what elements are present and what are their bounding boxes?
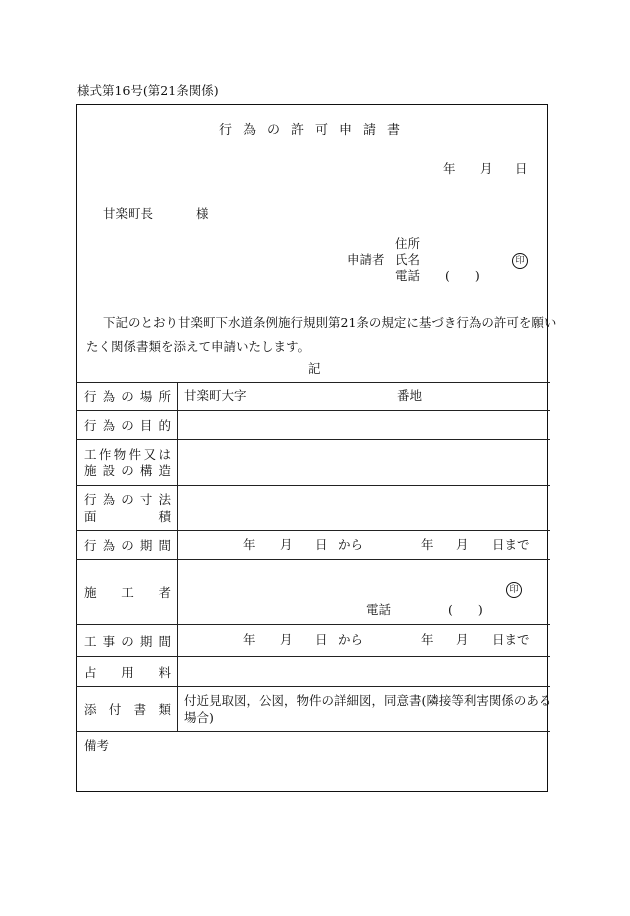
applicant-phone-label: 電話 — [395, 268, 421, 283]
period-from-word: から — [338, 537, 364, 552]
body-text-line2: たく関係書類を添えて申請いたします。 — [86, 339, 311, 354]
row-label-construction-period: 工 事 の 期 間 — [84, 634, 171, 649]
period-to-month[interactable]: 月 — [456, 537, 469, 552]
fee-value[interactable] — [184, 664, 544, 680]
row-label-period: 行 為 の 期 間 — [84, 538, 171, 553]
construction-to-day[interactable]: 日まで — [492, 632, 530, 647]
attachments-line1: 付近見取図，公図，物件の詳細図，同意書(隣接等利害関係のある — [184, 693, 552, 708]
construction-from-day[interactable]: 日 — [315, 632, 328, 647]
addressee-name: 甘楽町長 — [103, 206, 154, 221]
construction-to-month[interactable]: 月 — [456, 632, 469, 647]
date-day[interactable]: 日 — [515, 161, 528, 176]
remarks-label: 備考 — [84, 738, 110, 753]
location-prefix[interactable]: 甘楽町大字 — [184, 388, 247, 403]
row-divider — [76, 731, 550, 732]
row-divider — [76, 485, 550, 486]
row-label-structure-line1: 工 作 物 件 又 は — [84, 447, 171, 462]
row-divider — [76, 530, 550, 531]
remarks-value[interactable] — [84, 758, 544, 786]
row-divider — [76, 656, 550, 657]
table-top-line — [76, 382, 550, 383]
location-suffix: 番地 — [397, 388, 423, 403]
period-to-year[interactable]: 年 — [421, 537, 434, 552]
structure-value[interactable] — [184, 448, 544, 478]
period-from-month[interactable]: 月 — [280, 537, 293, 552]
row-divider — [76, 559, 550, 560]
contractor-phone-label: 電話 — [366, 602, 392, 617]
applicant-phone-paren[interactable]: ( ) — [445, 268, 480, 283]
applicant-seal-icon: 印 — [512, 253, 528, 269]
period-from-day[interactable]: 日 — [315, 537, 328, 552]
row-label-location: 行 為 の 場 所 — [84, 389, 171, 404]
contractor-phone-paren[interactable]: ( ) — [448, 602, 483, 617]
row-label-structure-line2: 施 設 の 構 造 — [84, 463, 171, 478]
form-number-label: 様式第16号(第21条関係) — [77, 83, 219, 98]
row-divider — [76, 439, 550, 440]
applicant-name-label: 氏名 — [395, 252, 421, 267]
attachments-line2: 場合) — [184, 710, 214, 725]
row-divider — [76, 624, 550, 625]
applicant-address-label: 住所 — [395, 236, 421, 251]
construction-from-year[interactable]: 年 — [243, 632, 256, 647]
contractor-seal-icon: 印 — [506, 582, 522, 598]
construction-from-word: から — [338, 632, 364, 647]
row-divider — [76, 410, 550, 411]
row-label-purpose: 行 為 の 目 的 — [84, 418, 171, 433]
addressee-honorific: 様 — [196, 206, 209, 221]
date-month[interactable]: 月 — [480, 161, 493, 176]
period-from-year[interactable]: 年 — [243, 537, 256, 552]
row-label-dimensions-line1: 行 為 の 寸 法 — [84, 492, 171, 507]
form-title: 行為の許可申請書 — [218, 123, 411, 138]
row-label-dimensions-line2: 面 積 — [84, 509, 171, 524]
row-label-fee: 占 用 料 — [84, 665, 171, 680]
row-label-attachments: 添 付 書 類 — [84, 702, 171, 717]
purpose-value[interactable] — [184, 418, 544, 434]
ki-label: 記 — [308, 361, 321, 376]
label-column-divider — [177, 382, 178, 732]
row-divider — [76, 686, 550, 687]
construction-to-year[interactable]: 年 — [421, 632, 434, 647]
dimensions-value[interactable] — [184, 493, 544, 523]
period-to-day[interactable]: 日まで — [492, 537, 530, 552]
body-text-line1: 下記のとおり甘楽町下水道条例施行規則第21条の規定に基づき行為の許可を願い — [103, 315, 557, 330]
row-label-contractor: 施 工 者 — [84, 585, 171, 600]
date-year[interactable]: 年 — [443, 161, 456, 176]
construction-from-month[interactable]: 月 — [280, 632, 293, 647]
applicant-role: 申請者 — [347, 252, 385, 267]
